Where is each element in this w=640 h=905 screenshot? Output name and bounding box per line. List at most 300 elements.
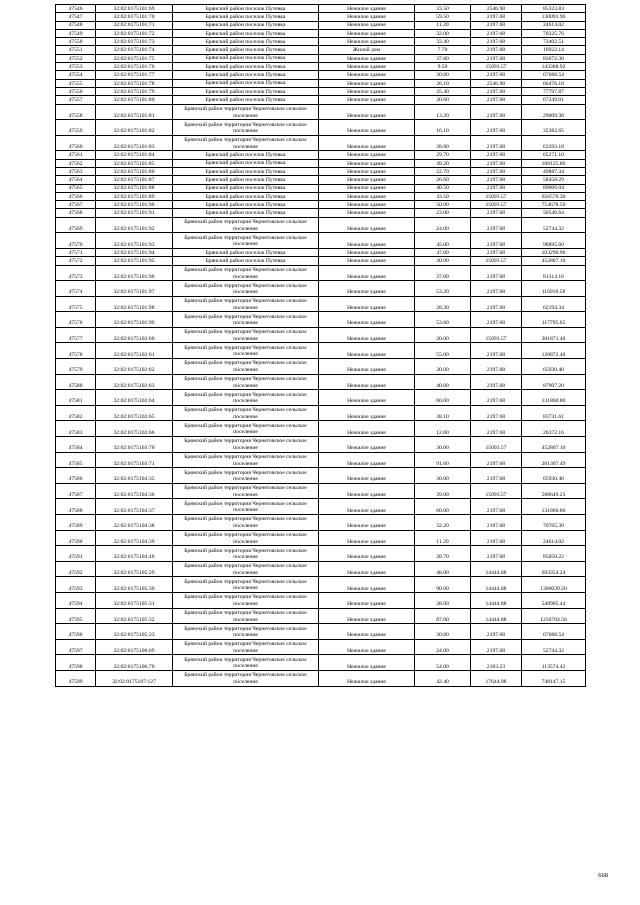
cadastral-number-cell: 32:02:0175106:70	[96, 655, 173, 671]
table-row	[56, 608, 586, 624]
address-cell: Брянский район территория Чернетовское сельское поселение	[173, 104, 319, 120]
object-type-cell: Нежилое здание	[319, 54, 415, 62]
table-row	[56, 104, 586, 120]
cadastral-value-cell: 98895.60	[522, 233, 586, 249]
area-cell: 11.20	[415, 530, 471, 546]
unit-value-cell: 2197.68	[471, 530, 522, 546]
unit-value-cell: 2197.68	[471, 159, 522, 167]
table-row	[56, 54, 586, 62]
table-row	[56, 374, 586, 390]
area-cell: 38.70	[415, 546, 471, 562]
unit-value-cell: 2197.68	[471, 624, 522, 640]
cadastral-number-cell: 32:02:0175101:88	[96, 184, 173, 192]
object-type-cell: Нежилое здание	[319, 515, 415, 531]
area-cell: 30.00	[415, 468, 471, 484]
area-cell: 33.40	[415, 38, 471, 46]
unit-value-cell: 2103.23	[471, 655, 522, 671]
area-cell: 20.00	[415, 327, 471, 343]
table-row	[56, 296, 586, 312]
object-type-cell: Нежилое здание	[319, 592, 415, 608]
cadastral-value-cell: 754678.50	[522, 201, 586, 209]
row-number-cell: 47598	[56, 655, 96, 671]
address-cell: Брянский район территория Чернетовское сельское поселение	[173, 639, 319, 655]
cadastral-number-cell: 32:02:0175101:86	[96, 167, 173, 175]
row-number-cell: 47556	[56, 87, 96, 95]
area-cell: 40.50	[415, 184, 471, 192]
table-row	[56, 192, 586, 200]
area-cell: 54.00	[415, 655, 471, 671]
row-number-cell: 47551	[56, 46, 96, 54]
address-cell: Брянский район территория Чернетовское сельское поселение	[173, 327, 319, 343]
area-cell: 42.40	[415, 670, 471, 686]
unit-value-cell: 2197.68	[471, 233, 522, 249]
property-register-sheet	[55, 4, 585, 687]
table-row	[56, 176, 586, 184]
table-row	[56, 670, 586, 686]
area-cell: 91.60	[415, 452, 471, 468]
table-row	[56, 530, 586, 546]
cadastral-value-cell: 113574.42	[522, 655, 586, 671]
cadastral-value-cell: 58458.29	[522, 176, 586, 184]
unit-value-cell: 2197.68	[471, 639, 522, 655]
row-number-cell: 47592	[56, 561, 96, 577]
address-cell: Брянский район территория Чернетовское сельское поселение	[173, 592, 319, 608]
area-cell: 43.50	[415, 192, 471, 200]
row-number-cell: 47577	[56, 327, 96, 343]
table-row	[56, 71, 586, 79]
property-register-table	[55, 4, 586, 687]
table-row	[56, 233, 586, 249]
table-row	[56, 5, 586, 13]
object-type-cell: Нежилое здание	[319, 437, 415, 453]
area-cell: 38.00	[415, 592, 471, 608]
cadastral-value-cell: 29009.38	[522, 104, 586, 120]
unit-value-cell: 2197.68	[471, 38, 522, 46]
area-cell: 26.10	[415, 79, 471, 87]
unit-value-cell: 2197.68	[471, 71, 522, 79]
address-cell: Брянский район поселок Путевка	[173, 71, 319, 79]
unit-value-cell: 2197.68	[471, 374, 522, 390]
address-cell: Брянский район поселок Путевка	[173, 29, 319, 37]
cadastral-value-cell: 131860.80	[522, 499, 586, 515]
unit-value-cell: 17644.98	[471, 670, 522, 686]
area-cell: 87.00	[415, 608, 471, 624]
cadastral-number-cell: 32:02:0175104:37	[96, 499, 173, 515]
object-type-cell: Нежилое здание	[319, 374, 415, 390]
cadastral-value-cell: 67688.54	[522, 71, 586, 79]
area-cell: 13.20	[415, 104, 471, 120]
row-number-cell: 47557	[56, 96, 96, 104]
unit-value-cell: 14444.88	[471, 577, 522, 593]
cadastral-value-cell: 50546.64	[522, 209, 586, 217]
object-type-cell: Нежилое здание	[319, 577, 415, 593]
cadastral-number-cell: 32:02:0175101:99	[96, 312, 173, 328]
cadastral-number-cell: 32:02:0175104:46	[96, 546, 173, 562]
cadastral-number-cell: 32:02:0175105:31	[96, 592, 173, 608]
cadastral-number-cell: 32:02:0175105:33	[96, 624, 173, 640]
cadastral-number-cell: 32:02:0175101:87	[96, 176, 173, 184]
address-cell: Брянский район поселок Путевка	[173, 201, 319, 209]
table-row	[56, 46, 586, 54]
cadastral-value-cell: 130091.96	[522, 13, 586, 21]
cadastral-number-cell: 32:02:0175102:62	[96, 359, 173, 375]
area-cell: 30.00	[415, 437, 471, 453]
object-type-cell: Нежилое здание	[319, 13, 415, 21]
cadastral-number-cell: 32:02:0175102:60	[96, 327, 173, 343]
object-type-cell: Нежилое здание	[319, 421, 415, 437]
address-cell: Брянский район поселок Путевка	[173, 257, 319, 265]
area-cell: 38.10	[415, 405, 471, 421]
object-type-cell: Нежилое здание	[319, 104, 415, 120]
cadastral-number-cell: 32:02:0175104:39	[96, 530, 173, 546]
address-cell: Брянский район территория Чернетовское сельское поселение	[173, 359, 319, 375]
cadastral-value-cell: 588649.23	[522, 483, 586, 499]
area-cell: 40.00	[415, 374, 471, 390]
cadastral-value-cell: 89006.04	[522, 184, 586, 192]
row-number-cell: 47547	[56, 13, 96, 21]
object-type-cell: Нежилое здание	[319, 248, 415, 256]
area-cell: 35.40	[415, 87, 471, 95]
object-type-cell: Нежилое здание	[319, 608, 415, 624]
cadastral-number-cell: 32:02:0175101:77	[96, 71, 173, 79]
cadastral-value-cell: 748147.15	[522, 670, 586, 686]
object-type-cell: Нежилое здание	[319, 468, 415, 484]
area-cell: 29.70	[415, 151, 471, 159]
row-number-cell: 47555	[56, 79, 96, 87]
area-cell: 53.60	[415, 312, 471, 328]
cadastral-number-cell: 32:02:0175103:71	[96, 452, 173, 468]
table-row	[56, 343, 586, 359]
table-row	[56, 515, 586, 531]
cadastral-value-cell: 143388.92	[522, 63, 586, 71]
row-number-cell: 47564	[56, 176, 96, 184]
cadastral-value-cell: 65271.10	[522, 151, 586, 159]
address-cell: Брянский район территория Чернетовское сельское поселение	[173, 265, 319, 281]
table-row	[56, 151, 586, 159]
row-number-cell: 47596	[56, 624, 96, 640]
table-row	[56, 483, 586, 499]
table-row	[56, 135, 586, 151]
cadastral-value-cell: 301871.40	[522, 327, 586, 343]
row-number-cell: 47599	[56, 670, 96, 686]
cadastral-number-cell: 32:02:0175101:89	[96, 192, 173, 200]
cadastral-number-cell: 32:02:0175101:85	[96, 159, 173, 167]
cadastral-number-cell: 32:02:0175101:78	[96, 79, 173, 87]
address-cell: Брянский район территория Чернетовское сельское поселение	[173, 135, 319, 151]
area-cell: 48.00	[415, 561, 471, 577]
table-row	[56, 248, 586, 256]
unit-value-cell: 2546.98	[471, 79, 522, 87]
cadastral-value-cell: 63293.18	[522, 135, 586, 151]
area-cell: 24.00	[415, 639, 471, 655]
unit-value-cell: 2197.68	[471, 29, 522, 37]
unit-value-cell: 2197.68	[471, 217, 522, 233]
object-type-cell: Нежилое здание	[319, 201, 415, 209]
area-cell: 32.00	[415, 29, 471, 37]
cadastral-value-cell: 120872.40	[522, 343, 586, 359]
cadastral-number-cell: 32:02:0175101:95	[96, 257, 173, 265]
table-row	[56, 281, 586, 297]
row-number-cell: 47593	[56, 577, 96, 593]
row-number-cell: 47565	[56, 184, 96, 192]
object-type-cell: Нежилое здание	[319, 38, 415, 46]
area-cell: 12.00	[415, 421, 471, 437]
address-cell: Брянский район поселок Путевка	[173, 38, 319, 46]
cadastral-value-cell: 24614.02	[522, 530, 586, 546]
address-cell: Брянский район поселок Путевка	[173, 63, 319, 71]
object-type-cell: Нежилое здание	[319, 265, 415, 281]
unit-value-cell: 2197.68	[471, 265, 522, 281]
unit-value-cell: 15093.57	[471, 192, 522, 200]
address-cell: Брянский район поселок Путевка	[173, 192, 319, 200]
area-cell: 32.20	[415, 515, 471, 531]
cadastral-number-cell: 32:02:0175101:72	[96, 29, 173, 37]
unit-value-cell: 15093.57	[471, 437, 522, 453]
address-cell: Брянский район территория Чернетовское сельское поселение	[173, 546, 319, 562]
cadastral-number-cell: 32:02:0175101:82	[96, 120, 173, 136]
row-number-cell: 47578	[56, 343, 96, 359]
unit-value-cell: 2197.68	[471, 46, 522, 54]
unit-value-cell: 2197.68	[471, 176, 522, 184]
unit-value-cell: 2197.68	[471, 405, 522, 421]
row-number-cell: 47569	[56, 217, 96, 233]
address-cell: Брянский район поселок Путевка	[173, 96, 319, 104]
address-cell: Брянский район территория Чернетовское сельское поселение	[173, 483, 319, 499]
unit-value-cell: 15093.57	[471, 201, 522, 209]
unit-value-cell: 2197.68	[471, 120, 522, 136]
address-cell: Брянский район территория Чернетовское сельское поселение	[173, 499, 319, 515]
cadastral-value-cell: 24614.02	[522, 21, 586, 29]
object-type-cell: Нежилое здание	[319, 209, 415, 217]
cadastral-value-cell: 67688.54	[522, 624, 586, 640]
address-cell: Брянский район поселок Путевка	[173, 87, 319, 95]
address-cell: Брянский район территория Чернетовское сельское поселение	[173, 312, 319, 328]
unit-value-cell: 2197.68	[471, 248, 522, 256]
area-cell: 53.20	[415, 281, 471, 297]
row-number-cell: 47568	[56, 209, 96, 217]
cadastral-number-cell: 32:02:0175102:61	[96, 343, 173, 359]
table-row	[56, 21, 586, 29]
object-type-cell: Нежилое здание	[319, 296, 415, 312]
object-type-cell: Нежилое здание	[319, 499, 415, 515]
row-number-cell: 47550	[56, 38, 96, 46]
unit-value-cell: 15093.57	[471, 483, 522, 499]
cadastral-value-cell: 116916.58	[522, 281, 586, 297]
row-number-cell: 47548	[56, 21, 96, 29]
cadastral-number-cell: 32:02:0175104:35	[96, 468, 173, 484]
address-cell: Брянский район территория Чернетовское сельское поселение	[173, 515, 319, 531]
cadastral-number-cell: 32:02:0175101:94	[96, 248, 173, 256]
object-type-cell: Нежилое здание	[319, 343, 415, 359]
cadastral-number-cell: 32:02:0175101:74	[96, 46, 173, 54]
object-type-cell: Нежилое здание	[319, 390, 415, 406]
cadastral-value-cell: 35382.65	[522, 120, 586, 136]
cadastral-number-cell: 32:02:0175101:81	[96, 104, 173, 120]
unit-value-cell: 14444.88	[471, 561, 522, 577]
row-number-cell: 47581	[56, 390, 96, 406]
row-number-cell: 47579	[56, 359, 96, 375]
address-cell: Брянский район территория Чернетовское сельское поселение	[173, 655, 319, 671]
area-cell: 26.60	[415, 176, 471, 184]
cadastral-value-cell: 1256704.56	[522, 608, 586, 624]
cadastral-number-cell: 32:02:0175101:70	[96, 13, 173, 21]
cadastral-number-cell: 32:02:0175101:93	[96, 233, 173, 249]
row-number-cell: 47571	[56, 248, 96, 256]
object-type-cell: Нежилое здание	[319, 120, 415, 136]
cadastral-number-cell: 32:02:0175102:65	[96, 405, 173, 421]
area-cell: 50.00	[415, 201, 471, 209]
object-type-cell: Нежилое здание	[319, 405, 415, 421]
row-number-cell: 47572	[56, 257, 96, 265]
cadastral-value-cell: 83072.30	[522, 54, 586, 62]
address-cell: Брянский район территория Чернетовское сельское поселение	[173, 374, 319, 390]
cadastral-value-cell: 70325.76	[522, 29, 586, 37]
address-cell: Брянский район территория Чернетовское сельское поселение	[173, 233, 319, 249]
table-row	[56, 312, 586, 328]
cadastral-value-cell: 52744.32	[522, 639, 586, 655]
table-row	[56, 13, 586, 21]
address-cell: Брянский район поселок Путевка	[173, 13, 319, 21]
area-cell: 30.60	[415, 96, 471, 104]
cadastral-value-cell: 83731.61	[522, 405, 586, 421]
address-cell: Брянский район территория Чернетовское сельское поселение	[173, 468, 319, 484]
object-type-cell: Нежилое здание	[319, 257, 415, 265]
area-cell: 28.80	[415, 135, 471, 151]
table-row	[56, 159, 586, 167]
row-number-cell: 47584	[56, 437, 96, 453]
address-cell: Брянский район территория Чернетовское сельское поселение	[173, 390, 319, 406]
address-cell: Брянский район поселок Путевка	[173, 5, 319, 13]
object-type-cell: Нежилое здание	[319, 151, 415, 159]
cadastral-number-cell: 32:02:0175101:91	[96, 209, 173, 217]
cadastral-number-cell: 32:02:0175101:90	[96, 201, 173, 209]
table-row	[56, 201, 586, 209]
address-cell: Брянский район территория Чернетовское сельское поселение	[173, 530, 319, 546]
address-cell: Брянский район территория Чернетовское сельское поселение	[173, 577, 319, 593]
unit-value-cell: 2197.68	[471, 151, 522, 159]
cadastral-number-cell: 32:02:0175101:79	[96, 87, 173, 95]
unit-value-cell: 2197.68	[471, 281, 522, 297]
cadastral-number-cell: 32:02:0175105:30	[96, 577, 173, 593]
row-number-cell: 47563	[56, 167, 96, 175]
cadastral-value-cell: 73402.51	[522, 38, 586, 46]
address-cell: Брянский район территория Чернетовское сельское поселение	[173, 452, 319, 468]
row-number-cell: 47582	[56, 405, 96, 421]
cadastral-value-cell: 656570.30	[522, 192, 586, 200]
unit-value-cell: 2197.68	[471, 167, 522, 175]
object-type-cell: Нежилое здание	[319, 359, 415, 375]
row-number-cell: 47587	[56, 483, 96, 499]
table-body	[56, 5, 586, 687]
object-type-cell: Нежилое здание	[319, 79, 415, 87]
unit-value-cell: 2197.68	[471, 104, 522, 120]
row-number-cell: 47552	[56, 54, 96, 62]
cadastral-value-cell: 693354.24	[522, 561, 586, 577]
row-number-cell: 47580	[56, 374, 96, 390]
object-type-cell: Нежилое здание	[319, 655, 415, 671]
address-cell: Брянский район территория Чернетовское сельское поселение	[173, 281, 319, 297]
cadastral-number-cell: 32:02:0175101:69	[96, 5, 173, 13]
object-type-cell: Нежилое здание	[319, 176, 415, 184]
object-type-cell: Нежилое здание	[319, 29, 415, 37]
cadastral-number-cell: 32:02:0175107:127	[96, 670, 173, 686]
cadastral-value-cell: 81314.16	[522, 265, 586, 281]
address-cell: Брянский район поселок Путевка	[173, 151, 319, 159]
object-type-cell: Нежилое здание	[319, 217, 415, 233]
cadastral-value-cell: 70765.30	[522, 515, 586, 531]
area-cell: 47.00	[415, 248, 471, 256]
unit-value-cell: 15093.57	[471, 63, 522, 71]
cadastral-value-cell: 1300039.20	[522, 577, 586, 593]
area-cell: 24.00	[415, 217, 471, 233]
area-cell: 60.00	[415, 390, 471, 406]
table-row	[56, 639, 586, 655]
cadastral-value-cell: 49887.34	[522, 167, 586, 175]
row-number-cell: 47573	[56, 265, 96, 281]
row-number-cell: 47549	[56, 29, 96, 37]
unit-value-cell: 2197.68	[471, 515, 522, 531]
row-number-cell: 47562	[56, 159, 96, 167]
address-cell: Брянский район территория Чернетовское сельское поселение	[173, 670, 319, 686]
cadastral-value-cell: 52744.32	[522, 217, 586, 233]
area-cell: 90.00	[415, 577, 471, 593]
area-cell: 30.00	[415, 359, 471, 375]
unit-value-cell: 2197.68	[471, 390, 522, 406]
row-number-cell: 47590	[56, 530, 96, 546]
object-type-cell: Нежилое здание	[319, 624, 415, 640]
unit-value-cell: 2197.68	[471, 452, 522, 468]
row-number-cell: 47559	[56, 120, 96, 136]
address-cell: Брянский район территория Чернетовское сельское поселение	[173, 561, 319, 577]
table-row	[56, 421, 586, 437]
object-type-cell: Нежилое здание	[319, 192, 415, 200]
row-number-cell: 47574	[56, 281, 96, 297]
table-row	[56, 184, 586, 192]
address-cell: Брянский район поселок Путевка	[173, 209, 319, 217]
table-row	[56, 79, 586, 87]
table-row	[56, 592, 586, 608]
table-row	[56, 437, 586, 453]
object-type-cell: Нежилое здание	[319, 561, 415, 577]
cadastral-value-cell: 103290.96	[522, 248, 586, 256]
cadastral-number-cell: 32:02:0175101:97	[96, 281, 173, 297]
cadastral-number-cell: 32:02:0175101:84	[96, 151, 173, 159]
row-number-cell: 47567	[56, 201, 96, 209]
address-cell: Брянский район территория Чернетовское сельское поселение	[173, 624, 319, 640]
unit-value-cell: 2197.68	[471, 499, 522, 515]
unit-value-cell: 14444.88	[471, 608, 522, 624]
table-row	[56, 265, 586, 281]
table-row	[56, 87, 586, 95]
area-cell: 45.00	[415, 233, 471, 249]
table-row	[56, 390, 586, 406]
cadastral-value-cell: 85323.83	[522, 5, 586, 13]
unit-value-cell: 2197.68	[471, 343, 522, 359]
cadastral-number-cell: 32:02:0175101:80	[96, 96, 173, 104]
table-row	[56, 209, 586, 217]
area-cell: 30.00	[415, 257, 471, 265]
cadastral-number-cell: 32:02:0175104:36	[96, 483, 173, 499]
cadastral-value-cell: 62194.34	[522, 296, 586, 312]
cadastral-number-cell: 32:02:0175105:29	[96, 561, 173, 577]
row-number-cell: 47566	[56, 192, 96, 200]
object-type-cell: Нежилое здание	[319, 184, 415, 192]
object-type-cell: Нежилое здание	[319, 281, 415, 297]
cadastral-number-cell: 32:02:0175101:73	[96, 38, 173, 46]
area-cell: 30.80	[415, 624, 471, 640]
address-cell: Брянский район поселок Путевка	[173, 54, 319, 62]
address-cell: Брянский район поселок Путевка	[173, 159, 319, 167]
